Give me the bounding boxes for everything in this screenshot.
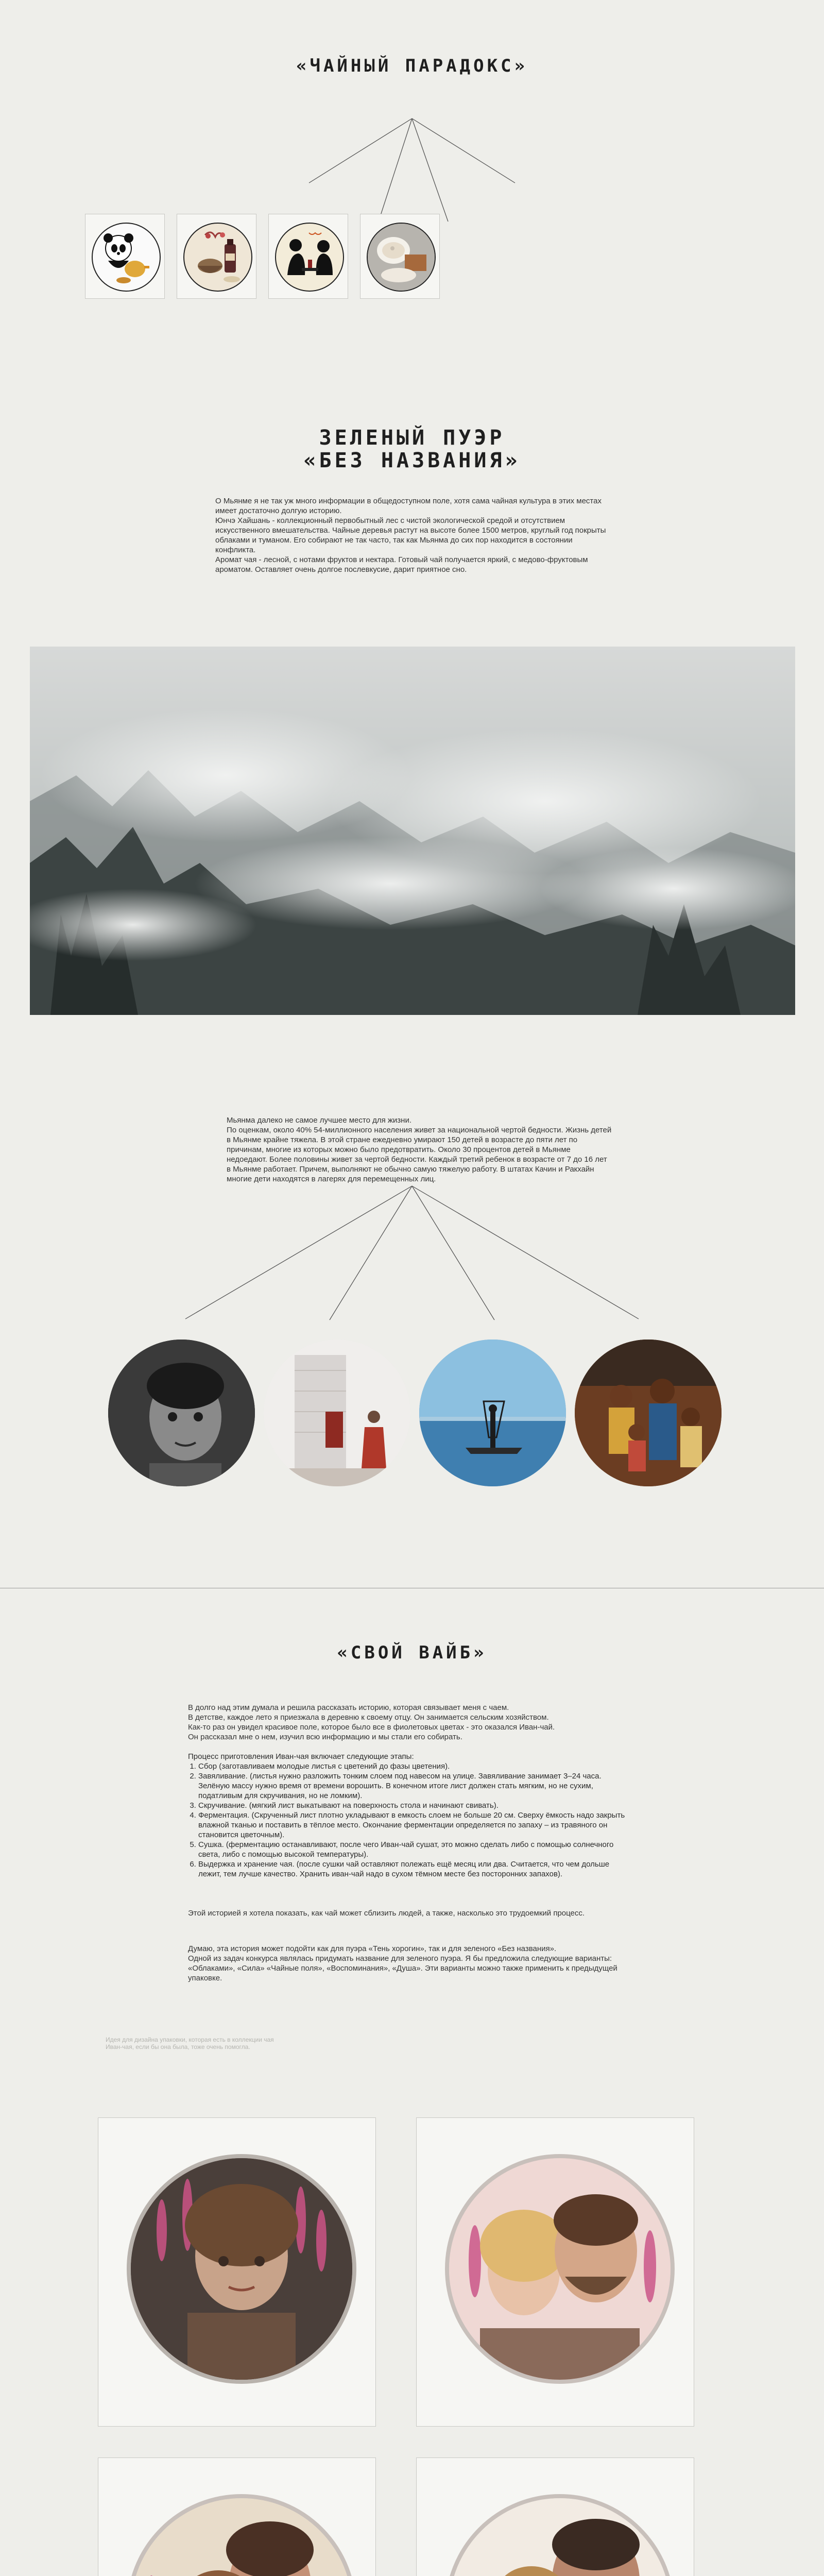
connector-lines-middle bbox=[0, 1185, 824, 1329]
variant-3[interactable] bbox=[98, 2458, 376, 2576]
variant-2[interactable] bbox=[416, 2117, 694, 2427]
faint-note: Идея для дизайна упаковки, которая есть в коллекции чая Иван-чая, если бы она была, тоже очень помогла. bbox=[106, 2036, 274, 2050]
section-title-green-puer bbox=[0, 427, 824, 472]
process-step: 5. Сушка. (ферментацию останавливают, после чего Иван-чай сушат, это можно сделать либо с помощью солнечного света, либо с помощью высокой температуры). bbox=[198, 1840, 631, 1859]
father-daughter-flowers-disc bbox=[449, 2498, 671, 2576]
tea-cakes-photo-icon bbox=[368, 224, 435, 291]
fisherman-on-lake-photo bbox=[419, 1340, 566, 1486]
thumb-tea-cakes[interactable] bbox=[360, 214, 440, 299]
photo-monk[interactable] bbox=[264, 1340, 410, 1486]
process-step: 1. Сбор (заготавливаем молодые листья с цветений до фазы цветения). bbox=[198, 1761, 631, 1771]
light-ivan-chai-disc bbox=[449, 2158, 671, 2380]
photo-family[interactable] bbox=[575, 1340, 722, 1486]
tea-still-life-icon bbox=[184, 224, 251, 291]
monk-at-door-photo bbox=[264, 1340, 410, 1486]
variant-1[interactable] bbox=[98, 2117, 376, 2427]
title-line-2: «БЕЗ НАЗВАНИЯ» bbox=[303, 449, 521, 472]
process-step: 4. Ферментация. (Скрученный лист плотно укладывают в емкость слоем не больше 20 см. Сверху ёмкость надо закрыть влажной тканью и поставить в тёплое место. Окончание ферментации определяется по запаху – из травяного он становится цветочным). bbox=[198, 1810, 631, 1840]
mist-mountain-landscape bbox=[30, 647, 795, 1015]
couple-silhouette-icon bbox=[276, 224, 343, 291]
green-puer-intro: О Мьянме я не так уж много информации в общедоступном поле, хотя сама чайная культура в этих местах имеет достаточно долгую историю. Юнчэ Хайшань - коллекционный первобытный лес с чистой экологической средой и отсутствием искусственного вмешательства. Чайные деревья растут на высоте более 1500 метров, круглый год покрыты облаками и туманом. Его собирают не так часто, так как Мьянма до сих пор находится в состоянии конфликта. Аромат чая - лесной, с нотами фруктов и нектара. Готовый чай получается яркий, с медово-фруктовым ароматом. Оставляет очень долгое послевкусие, дарит приятное сно. bbox=[215, 497, 606, 574]
variant-4[interactable] bbox=[416, 2458, 694, 2576]
process-step: 6. Выдержка и хранение чая. (после сушки чай оставляют полежать ещё месяц или два. Считается, что чем дольше лежит, тем лучше качество. Хранить иван-чай надо в сухом тёмном месте без посторонних запахов). bbox=[198, 1859, 631, 1879]
panda-with-teapot-icon bbox=[93, 224, 160, 291]
own-vibe-conclusion: Думаю, эта история может подойти как для пуэра «Тень хорогин», так и для зеленого «Без названия». Одной из задач конкурса являлась придумать название для зеленого пуэра. Я бы предложила следующие варианты: «Облаками», «Сила» «Чайные поля», «Воспоминания», «Душа». Эти варианты можно также применить к предыдущей упаковке. bbox=[188, 1944, 617, 1982]
family-portrait-photo bbox=[575, 1340, 722, 1486]
photo-child-portrait[interactable] bbox=[108, 1340, 255, 1486]
own-vibe-intro: В долго над этим думала и решила рассказать историю, которая связывает меня с чаем. В детстве, каждое лето я приезжала в деревню к своему отцу. Он занимается сельским хозяйством. Как-то раз он увидел красивое поле, которое было все в фиолетовых цветах - это оказался Иван-чай. Он рассказал мне о нем, изучил всю информацию и мы стали его собирать. bbox=[188, 1703, 555, 1741]
process-step: 3. Скручивание. (мягкий лист выкатывают на поверхность стола и начинают свивать). bbox=[198, 1801, 631, 1810]
process-step: 2. Завяливание. (листья нужно разложить тонким слоем под навесом на улице. Завяливание занимает 3–24 часа. Зелёную массу нужно время от времени ворошить. В конечном итоге лист должен стать мягким, но не сухим, податливым для скручивания, но не ломким). bbox=[198, 1771, 631, 1801]
father-daughter-disc bbox=[131, 2498, 352, 2576]
process-steps bbox=[188, 1761, 631, 1879]
title-line-1: ЗЕЛЕНЫЙ ПУЭР bbox=[319, 426, 505, 450]
myanmar-text: Мьянма далеко не самое лучшее место для жизни. По оценкам, около 40% 54-миллионного населения живет за национальной чертой бедности. Жизнь детей в Мьянме крайне тяжела. В этой стране ежедневно умирают 150 детей в возрасте до пяти лет по причинам, многие из которых можно было предотвратить. Около 30 процентов детей в Мьянме недоедают. Более половины живет за чертой бедности. Каждый третий ребенок в возрасте от 7 до 16 лет в Мьянме работает. Причем, выполняют не обычно самую тяжелую работу. В штатах Качин и Ракхайн многие дети находятся в лагерях для перемещенных лиц. bbox=[227, 1116, 612, 1183]
ivan-chai-process bbox=[188, 1752, 631, 1879]
own-vibe-closing: Этой историей я хотела показать, как чай может сблизить людей, а также, насколько это трудоемкий процесс. bbox=[188, 1909, 585, 1918]
thumb-couple[interactable] bbox=[268, 214, 348, 299]
section-title-tea-paradox: «ЧАЙНЫЙ ПАРАДОКС» bbox=[296, 56, 528, 76]
connector-lines-top bbox=[0, 103, 824, 222]
thumb-panda[interactable] bbox=[85, 214, 165, 299]
thumb-tea-still-life[interactable] bbox=[177, 214, 256, 299]
photo-fisherman[interactable] bbox=[419, 1340, 566, 1486]
process-heading: Процесс приготовления Иван-чая включает следующие этапы: bbox=[188, 1752, 414, 1761]
child-portrait-photo bbox=[108, 1340, 255, 1486]
section-title-own-vibe: «СВОЙ ВАЙБ» bbox=[337, 1642, 487, 1663]
dark-ivan-chai-disc bbox=[131, 2158, 352, 2380]
